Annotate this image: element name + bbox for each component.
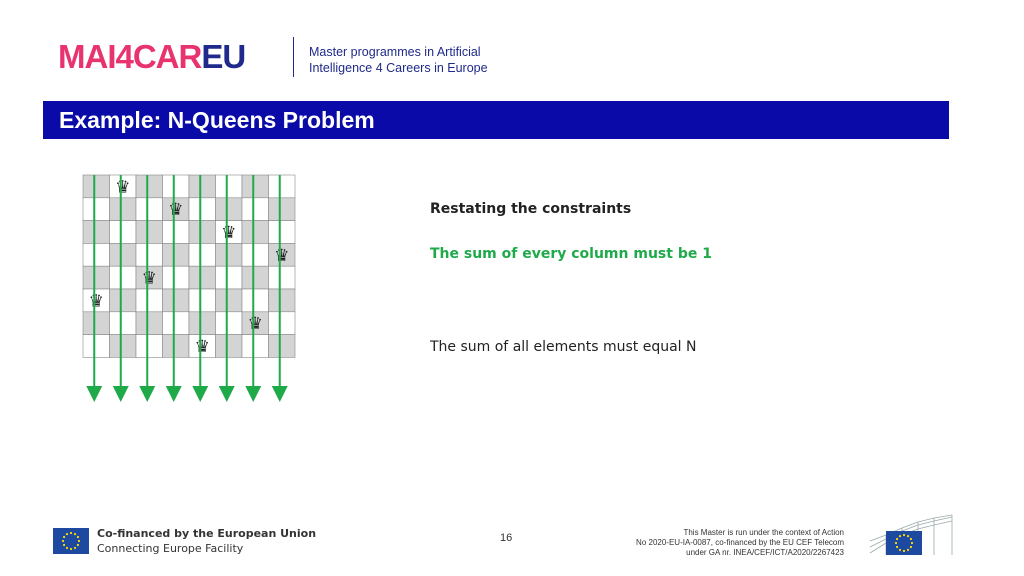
board-square <box>242 221 269 244</box>
action-line-3: under GA nr. INEA/CEF/ICT/A2020/2267423 <box>686 548 844 557</box>
board-square <box>242 266 269 289</box>
total-constraint-text: The sum of all elements must equal N <box>430 339 697 355</box>
queen-icon: ♛ <box>115 177 131 198</box>
board-square <box>163 175 190 198</box>
constraints-heading: Restating the constraints <box>430 201 632 217</box>
board-square <box>189 243 216 266</box>
action-line-1: This Master is run under the context of Action <box>683 528 844 537</box>
board-square <box>189 221 216 244</box>
board-square <box>110 289 137 312</box>
board-square <box>83 175 110 198</box>
board-square <box>242 175 269 198</box>
board-square <box>163 312 190 335</box>
board-square <box>110 266 137 289</box>
board-square <box>269 312 296 335</box>
board-square <box>163 266 190 289</box>
board-square <box>189 289 216 312</box>
board-square <box>216 243 243 266</box>
board-square <box>189 175 216 198</box>
action-line-2: No 2020-EU-IA-0087, co-financed by the EU CEF Telecom <box>636 538 844 547</box>
queen-icon: ♛ <box>221 223 237 243</box>
board-square <box>83 335 110 358</box>
board-square <box>269 198 296 221</box>
board-square <box>163 243 190 266</box>
european-commission-logo <box>866 513 958 557</box>
queen-icon: ♛ <box>194 337 210 357</box>
board-square <box>163 335 190 358</box>
queen-icon: ♛ <box>141 268 157 289</box>
board-square <box>136 221 163 244</box>
page-number: 16 <box>500 532 513 544</box>
subtitle-line-2: Intelligence 4 Careers in Europe <box>309 61 488 75</box>
board-square <box>269 175 296 198</box>
board-square <box>163 221 190 244</box>
board-square <box>110 335 137 358</box>
board-square <box>216 266 243 289</box>
chessboard-svg <box>80 172 300 404</box>
cofinanced-block <box>97 526 316 556</box>
board-square <box>136 198 163 221</box>
board-square <box>242 335 269 358</box>
logo-text-eu: EU <box>201 38 246 75</box>
board-square <box>269 289 296 312</box>
board-square <box>216 175 243 198</box>
slide-title-bar <box>43 101 949 139</box>
board-square <box>189 266 216 289</box>
queen-icon: ♛ <box>274 245 290 266</box>
action-disclaimer <box>594 528 844 558</box>
board-square <box>83 198 110 221</box>
board-square <box>242 198 269 221</box>
board-square <box>83 243 110 266</box>
board-square <box>242 289 269 312</box>
board-square <box>136 289 163 312</box>
chessboard-figure <box>80 172 300 404</box>
board-square <box>269 266 296 289</box>
board-square <box>110 243 137 266</box>
board-square <box>242 243 269 266</box>
board-square <box>136 243 163 266</box>
board-square <box>163 289 190 312</box>
board-square <box>83 221 110 244</box>
programme-subtitle <box>309 44 488 76</box>
board-square <box>269 221 296 244</box>
board-square <box>110 312 137 335</box>
board-square <box>189 312 216 335</box>
subtitle-line-1: Master programmes in Artificial <box>309 45 481 59</box>
board-square <box>83 312 110 335</box>
board-square <box>83 266 110 289</box>
board-square <box>269 335 296 358</box>
cofinanced-line-2: Connecting Europe Facility <box>97 542 244 555</box>
board-square <box>136 312 163 335</box>
board-square <box>216 198 243 221</box>
queen-icon: ♛ <box>88 291 104 312</box>
board-square <box>136 175 163 198</box>
slide-title: Example: N-Queens Problem <box>59 107 375 133</box>
logo-text-ma: MA <box>58 38 108 75</box>
logo-divider <box>293 37 294 77</box>
board-square <box>216 335 243 358</box>
board-square <box>216 289 243 312</box>
board-square <box>189 198 216 221</box>
board-square <box>136 335 163 358</box>
board-square <box>110 198 137 221</box>
queen-icon: ♛ <box>247 314 263 335</box>
column-constraint-text: The sum of every column must be 1 <box>430 246 712 262</box>
queen-icon: ♛ <box>168 200 184 221</box>
mai4careu-logo <box>58 40 245 74</box>
eu-flag-icon <box>53 528 89 554</box>
logo-text-i4car: I4CAR <box>107 38 202 75</box>
cofinanced-line-1: Co-financed by the European Union <box>97 527 317 540</box>
board-square <box>216 312 243 335</box>
board-square <box>110 221 137 244</box>
